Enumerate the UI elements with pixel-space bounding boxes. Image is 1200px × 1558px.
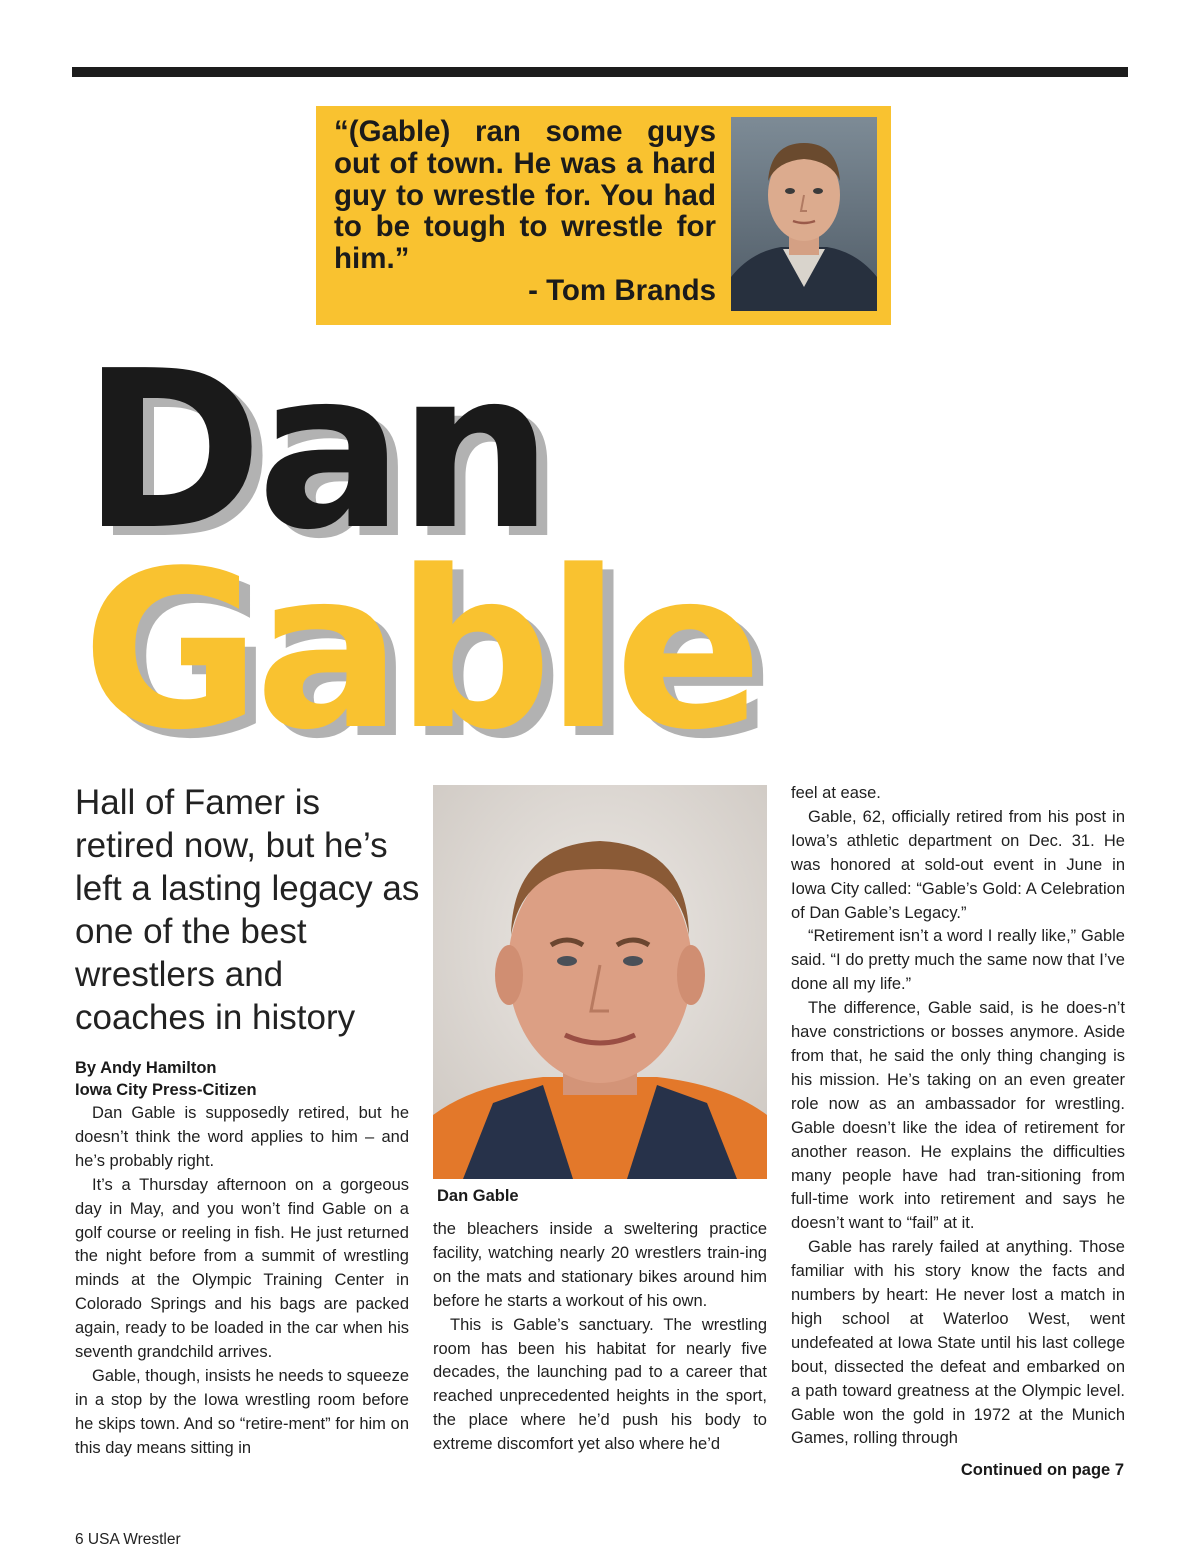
paragraph: The difference, Gable said, is he does-n’t have constrictions or bosses anymore. Aside from that, he said the only thing changing is his mission. He’s taking on an even greater role now as an ambassador for wrestling. Gable doesn’t like the idea of retirement for another reason. He explains the difficulties many people have had tran-sitioning from full-time work into retirement and says he doesn’t want to “fail” at it. [791, 999, 1125, 1233]
paragraph: Gable, 62, officially retired from his post in Iowa’s athletic department on Dec. 31. He was honored at sold-out event in June in Iowa City called: “Gable’s Gold: A Celebration of Dan Gable’s Legacy.” [791, 807, 1125, 922]
pull-quote-box [316, 106, 891, 325]
byline-author: By Andy Hamilton [75, 1059, 217, 1077]
article-column-2 [433, 1218, 767, 1457]
tom-brands-photo [731, 117, 877, 311]
pull-quote-text: “(Gable) ran some guys out of town. He was a hard guy to wrestle for. You had to be tough to wrestle for him.” [334, 115, 716, 276]
top-rule [72, 67, 1128, 77]
pull-quote-attribution: - Tom Brands [528, 274, 716, 307]
dan-gable-photo [433, 785, 767, 1179]
paragraph: It’s a Thursday afternoon on a gorgeous day in May, and you won’t find Gable on a golf course or reeling in fish. He just returned the night before from a summit of wrestling minds at the Olympic Training Center in Colorado Springs and his bags are packed again, ready to be loaded in the car when his seventh grandchild arrives. [75, 1175, 409, 1362]
deck-subheadline: Hall of Famer is retired now, but he’s left a lasting legacy as one of the best wrestlers and coaches in history [75, 783, 420, 1037]
headline-last-name: Gable [82, 525, 757, 778]
paragraph-continued: feel at ease. [791, 784, 881, 802]
paragraph: Gable, though, insists he needs to squeeze in a stop by the Iowa wrestling room before he skips town. And so “retire-ment” for him on this day means sitting in [75, 1366, 409, 1457]
paragraph: Gable has rarely failed at anything. Those familiar with his story know the facts and numbers by heart: He never lost a match in high school at Waterloo West, went undefeated at Iowa State until his last college bout, dissected the defeat and embarked on a path toward greatness at the Olympic level. Gable won the gold in 1972 at the Munich Games, rolling through [791, 1238, 1125, 1448]
paragraph: This is Gable’s sanctuary. The wrestling room has been his habitat for nearly five decades, the launching pad to a career that reached unprecedented heights in the sport, the place where he’d push his body to extreme discomfort yet also where he’d [433, 1315, 767, 1454]
paragraph-continued: the bleachers inside a sweltering practice facility, watching nearly 20 wrestlers train-ing on the mats and stationary bikes around him before he starts a workout of his own. [433, 1220, 767, 1310]
photo-caption: Dan Gable [437, 1187, 519, 1205]
page-folio: 6 USA Wrestler [75, 1531, 181, 1548]
article-column-1 [75, 1102, 409, 1461]
article-column-3 [791, 782, 1125, 1451]
headline-first-name: Dan [82, 325, 548, 578]
paragraph: Dan Gable is supposedly retired, but he doesn’t think the word applies to him – and he’s probably right. [75, 1104, 409, 1170]
continued-link[interactable]: Continued on page 7 [960, 1461, 1124, 1479]
byline-outlet: Iowa City Press-Citizen [75, 1081, 257, 1099]
paragraph: “Retirement isn’t a word I really like,” Gable said. “I do pretty much the same now that I’ve done all my life.” [791, 927, 1125, 994]
byline [75, 1057, 257, 1101]
